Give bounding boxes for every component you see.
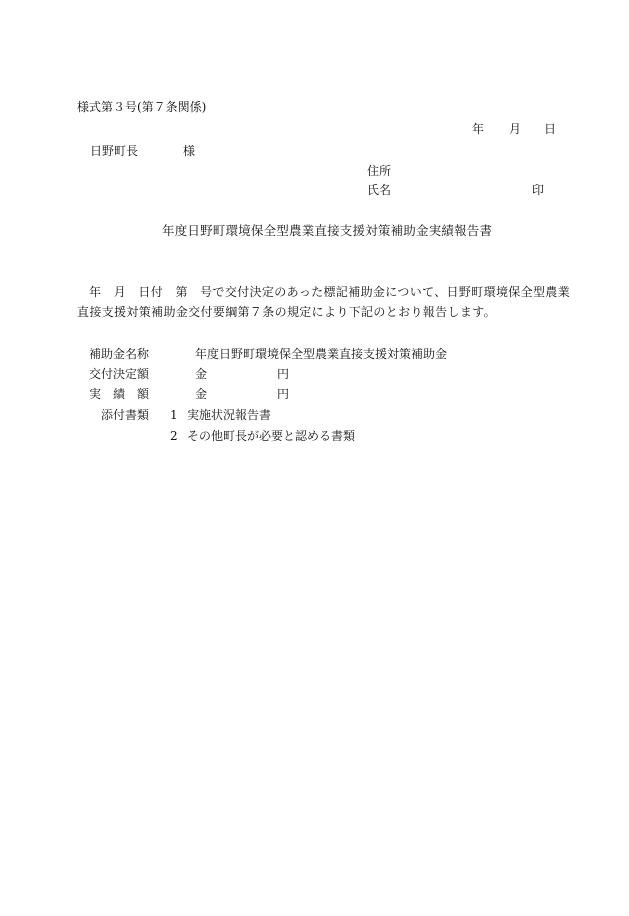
form-number: 様式第３号(第７条関係): [77, 100, 207, 114]
name-label: 氏名: [367, 183, 392, 197]
addressee-mayor: 日野町長: [90, 144, 139, 158]
body-text-line-2: 直接支援対策補助金交付要綱第７条の規定により下記のとおり報告します。: [77, 305, 496, 319]
attachment-1-text: 実施状況報告書: [187, 408, 272, 422]
attachments-label: 添付書類: [101, 408, 150, 422]
decision-amount-prefix: 金: [195, 367, 208, 381]
date-day-label: 日: [544, 122, 557, 136]
seal-mark: 印: [532, 183, 545, 197]
address-label: 住所: [367, 164, 392, 178]
subsidy-name-value: 年度日野町環境保全型農業直接支援対策補助金: [195, 347, 448, 361]
actual-amount-unit: 円: [277, 387, 290, 401]
body-text-line-1: 年 月 日付 第 号で交付決定のあった標記補助金について、日野町環境保全型農業: [89, 285, 571, 299]
addressee-honorific: 様: [183, 144, 196, 158]
actual-amount-label: 実 績 額: [89, 387, 150, 401]
document-title: 年度日野町環境保全型農業直接支援対策補助金実績報告書: [162, 223, 493, 238]
attachment-2-number: 2: [170, 429, 178, 443]
decision-amount-label: 交付決定額: [89, 367, 150, 381]
decision-amount-unit: 円: [277, 367, 290, 381]
actual-amount-prefix: 金: [195, 387, 208, 401]
date-month-label: 月: [509, 122, 522, 136]
date-year-label: 年: [472, 122, 485, 136]
attachment-2-text: その他町長が必要と認める書類: [187, 429, 356, 443]
subsidy-name-label: 補助金名称: [89, 347, 150, 361]
attachment-1-number: 1: [170, 408, 178, 422]
